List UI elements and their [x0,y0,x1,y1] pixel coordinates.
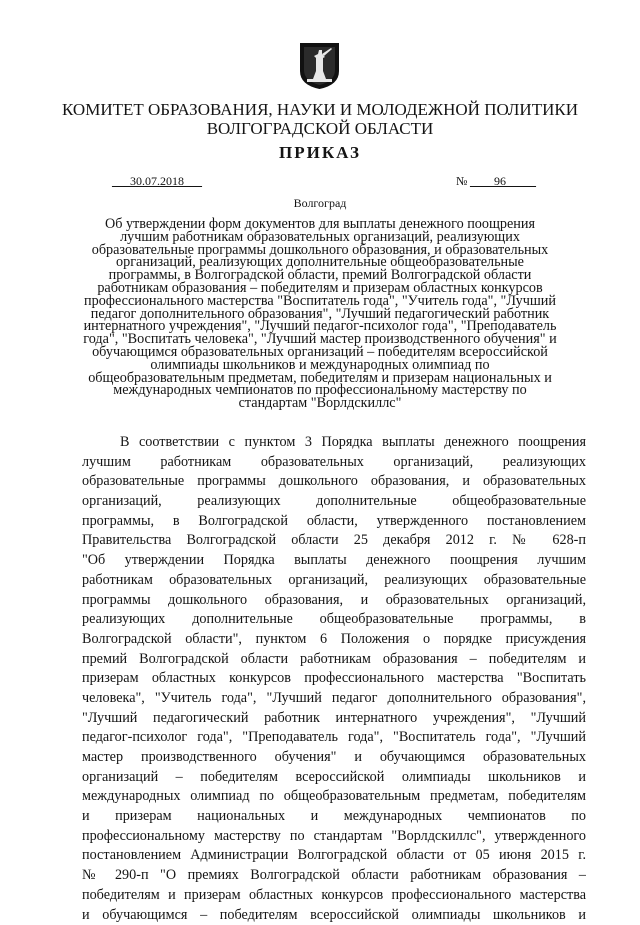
subject-line: образовательные программы дошкольного образования, и образовательных [82,244,558,257]
order-body-paragraph [82,433,586,925]
organization-name-line1: КОМИТЕТ ОБРАЗОВАНИЯ, НАУКИ И МОЛОДЕЖНОЙ ПОЛИТИКИ [60,100,580,119]
body-line: "Лучший педагогический работник интернатного учреждения", "Лучший [82,709,586,729]
subject-line: Об утверждении форм документов для выплаты денежного поощрения [82,218,558,231]
subject-line: педагог дополнительного образования", "Лучший педагогический работник [82,308,558,321]
body-line: № 290-п "О премиях Волгоградской области работникам образования – [82,866,586,886]
subject-line: интернатного учреждения", "Лучший педагог-психолог года", "Преподаватель [82,320,558,333]
body-line: постановлением Администрации Волгоградской области от 05 июня 2015 г. [82,846,586,866]
subject-line: обучающимся образовательных организаций – победителям всероссийской [82,346,558,359]
body-line: реализующих дополнительные общеобразовательные программы, в [82,610,586,630]
order-number: ____96_____ [470,174,536,189]
body-line: организаций – победителям всероссийской олимпиады школьников и [82,768,586,788]
subject-line: программы, в Волгоградской области, премий Волгоградской области [82,269,558,282]
subject-line: года", "Воспитать человека", "Лучший мастер производственного обучения" и [82,333,558,346]
body-line: мастер производственного обучения" и обучающимся образовательных [82,748,586,768]
body-line: профессиональному мастерству по стандартам "Ворлдскиллс", утвержденного [82,827,586,847]
body-line: и призерам национальных и международных чемпионатов по [82,807,586,827]
order-date-value: 30.07.2018 [130,174,184,188]
coat-of-arms-icon [298,41,341,91]
body-line: премий Волгоградской области работникам образования – победителям и [82,650,586,670]
body-line: В соответствии с пунктом 3 Порядка выплаты денежного поощрения [82,433,586,453]
organization-name-line2: ВОЛГОГРАДСКОЙ ОБЛАСТИ [60,119,580,138]
subject-line: лучшим работникам образовательных организаций, реализующих [82,231,558,244]
body-line: программы дошкольного образования, и образовательных организаций, [82,591,586,611]
order-number-label: № [456,174,467,189]
document-type-title: ПРИКАЗ [60,143,580,163]
body-line: международных олимпиад по общеобразовательным предметам, победителям [82,787,586,807]
body-line: педагог-психолог года", "Преподаватель года", "Воспитатель года", "Лучший [82,728,586,748]
body-line: организаций, реализующих дополнительные общеобразовательные [82,492,586,512]
subject-line: международных чемпионатов по профессиональному мастерству по [82,384,558,397]
subject-line: организаций, реализующих дополнительные общеобразовательные [82,256,558,269]
body-line: победителям и призерам областных конкурсов профессионального мастерства [82,886,586,906]
body-line: образовательные программы дошкольного образования, и образовательных [82,472,586,492]
body-line: лучшим работникам образовательных организаций, реализующих [82,453,586,473]
subject-line: профессионального мастерства "Воспитатель года", "Учитель года", "Лучший [82,295,558,308]
order-date: ___30.07.2018___ [112,174,202,189]
body-line: человека", "Учитель года", "Лучший педагог дополнительного образования", [82,689,586,709]
body-line: и обучающимся – победителям всероссийской олимпиады школьников и [82,906,586,925]
city-name: Волгоград [60,196,580,211]
subject-line: олимпиады школьников и международных олимпиад по [82,359,558,372]
body-line: призерам областных конкурсов профессионального мастерства "Воспитать [82,669,586,689]
order-subject [82,218,558,410]
body-line: работникам образовательных организаций, реализующих образовательные [82,571,586,591]
subject-line: общеобразовательным предметам, победителям и призерам национальных и [82,372,558,385]
body-line: программы, в Волгоградской области, утвержденного постановлением [82,512,586,532]
order-number-value: 96 [494,174,506,188]
subject-line: стандартам "Ворлдскиллс" [82,397,558,410]
body-line: "Об утверждении Порядка выплаты денежного поощрения лучшим [82,551,586,571]
body-line: Правительства Волгоградской области 25 декабря 2012 г. № 628-п [82,531,586,551]
subject-line: работникам образования – победителям и призерам областных конкурсов [82,282,558,295]
body-line: Волгоградской области", пунктом 6 Положения о порядке присуждения [82,630,586,650]
